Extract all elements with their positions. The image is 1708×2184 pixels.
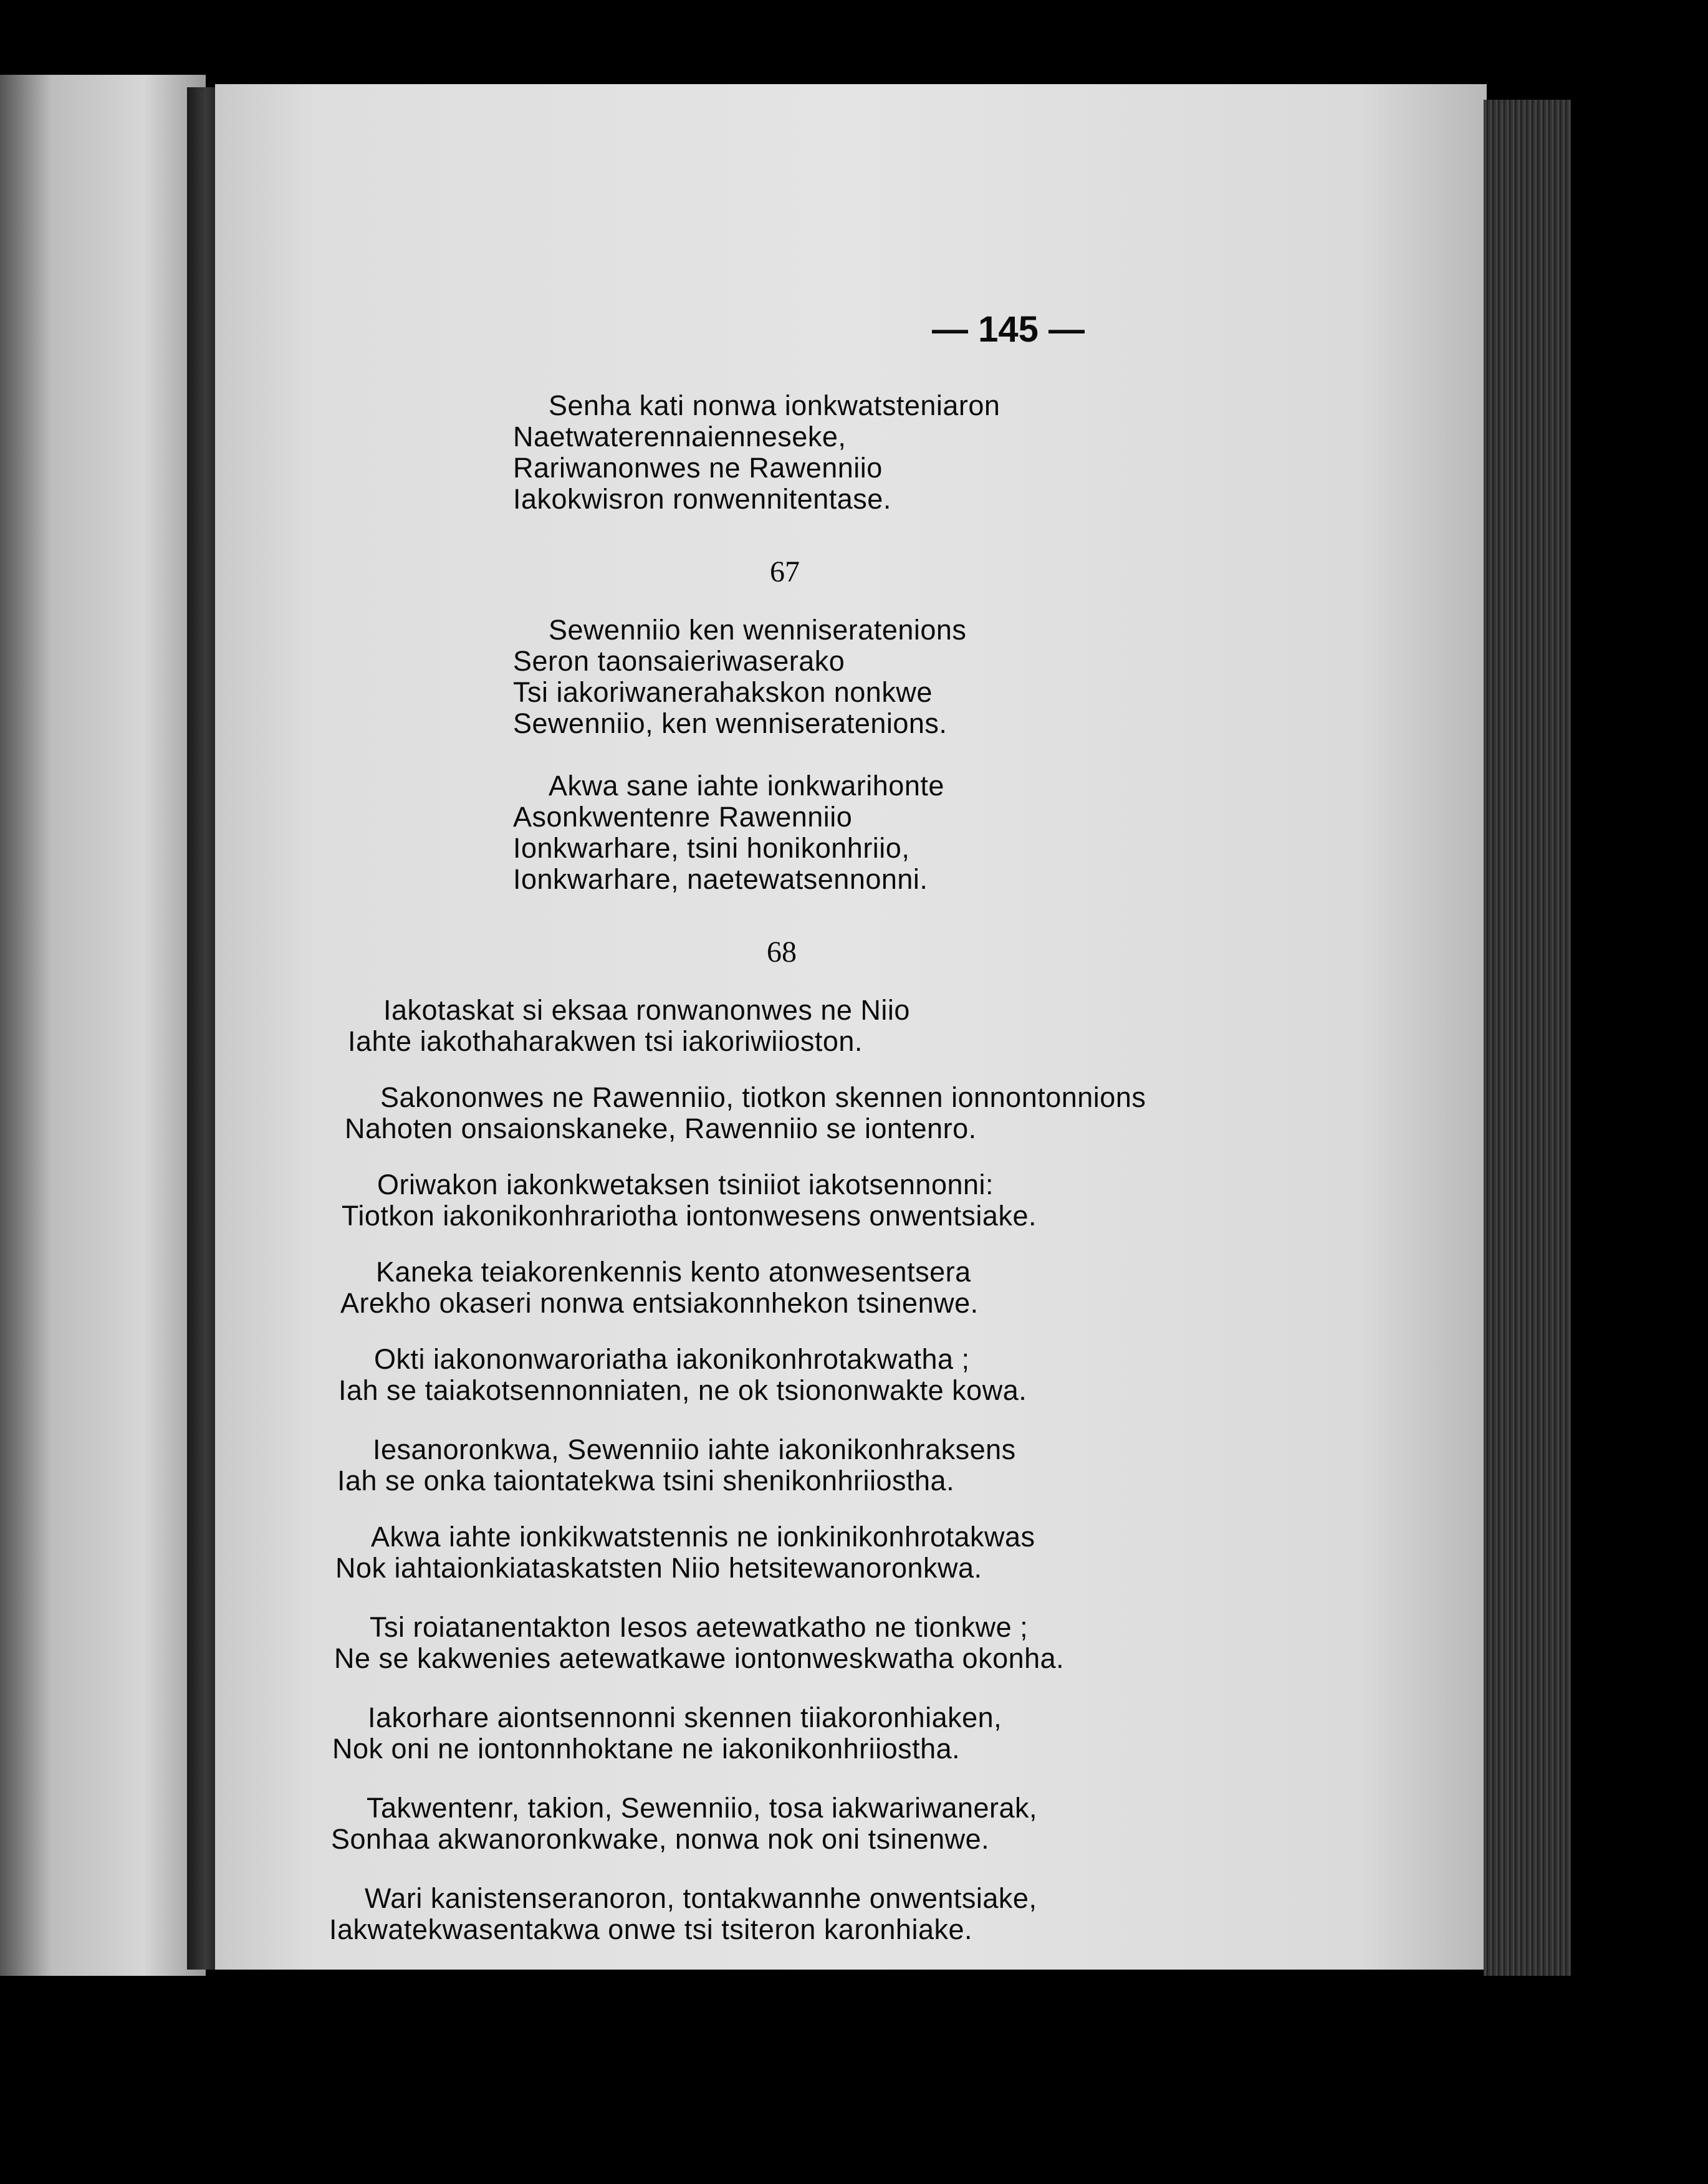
verse-line: Iah se onka taiontatekwa tsini shenikonhriiostha.	[337, 1465, 955, 1497]
verse-line: Akwa sane iahte ionkwarihonte	[549, 770, 944, 802]
verse-line: Nok oni ne iontonnhoktane ne iakonikonhriiostha.	[332, 1733, 961, 1765]
verse-line: Senha kati nonwa ionkwatsteniaron	[549, 390, 1000, 421]
verse-line: Iahte iakothaharakwen tsi iakoriwiioston.	[348, 1025, 863, 1057]
verse-line: Iesanoronkwa, Sewenniio iahte iakonikonhraksens	[373, 1434, 1016, 1465]
verse-line: Iakotaskat si eksaa ronwanonwes ne Niio	[383, 994, 910, 1026]
verse-line: Nahoten onsaionskaneke, Rawenniio se iontenro.	[345, 1113, 977, 1144]
verse-line: Takwentenr, takion, Sewenniio, tosa iakwariwanerak,	[367, 1792, 1038, 1824]
left-page-edge	[0, 75, 206, 1976]
verse-line: Seron taonsaieriwaserako	[513, 645, 845, 677]
page-stack-edge	[1484, 100, 1571, 1976]
verse-line: Kaneka teiakorenkennis kento atonwesentsera	[376, 1256, 971, 1288]
verse-line: Tiotkon iakonikonhrariotha iontonwesens onwentsiake.	[342, 1200, 1037, 1232]
verse-line: Tsi iakoriwanerahakskon nonkwe	[513, 676, 933, 708]
verse-line: Iakokwisron ronwennitentase.	[513, 483, 891, 515]
verse-line: Arekho okaseri nonwa entsiakonnhekon tsinenwe.	[340, 1287, 979, 1319]
verse-line: Rariwanonwes ne Rawenniio	[513, 452, 883, 484]
verse-line: Ionkwarhare, tsini honikonhriio,	[513, 832, 910, 864]
page-number: — 145 —	[932, 309, 1085, 350]
verse-line: Oriwakon iakonkwetaksen tsiniiot iakotsennonni:	[377, 1169, 994, 1200]
verse-line: Sewenniio, ken wenniseratenions.	[513, 707, 948, 739]
verse-line: Nok iahtaionkiataskatsten Niio hetsitewanoronkwa.	[335, 1552, 982, 1584]
book-page	[215, 84, 1487, 1970]
verse-line: Akwa iahte ionkikwatstennis ne ionkinikonhrotakwas	[371, 1521, 1035, 1553]
verse-line: Okti iakononwaroriatha iakonikonhrotakwatha ;	[374, 1343, 970, 1375]
verse-line: Wari kanistenseranoron, tontakwannhe onwentsiake,	[365, 1882, 1037, 1914]
verse-line: Asonkwentenre Rawenniio	[513, 801, 853, 833]
verse-line: Iakwatekwasentakwa onwe tsi tsiteron karonhiake.	[329, 1913, 973, 1945]
verse-line: Ionkwarhare, naetewatsennonni.	[513, 863, 928, 895]
verse-line: Iakorhare aiontsennonni skennen tiiakoronhiaken,	[368, 1702, 1002, 1733]
verse-line: Naetwaterennaienneseke,	[513, 421, 847, 453]
verse-line: Sonhaa akwanoronkwake, nonwa nok oni tsinenwe.	[331, 1823, 990, 1855]
verse-line: Sakononwes ne Rawenniio, tiotkon skennen ionnontonnions	[380, 1081, 1146, 1113]
verse-line: Iah se taiakotsennonniaten, ne ok tsiononwakte kowa.	[338, 1374, 1027, 1406]
hymn-number-67: 67	[770, 555, 800, 588]
hymn-number-68: 68	[767, 936, 797, 969]
verse-line: Ne se kakwenies aetewatkawe iontonweskwatha okonha.	[334, 1642, 1065, 1674]
verse-line: Sewenniio ken wenniseratenions	[549, 614, 967, 646]
verse-line: Tsi roiatanentakton Iesos aetewatkatho ne tionkwe ;	[370, 1611, 1029, 1643]
